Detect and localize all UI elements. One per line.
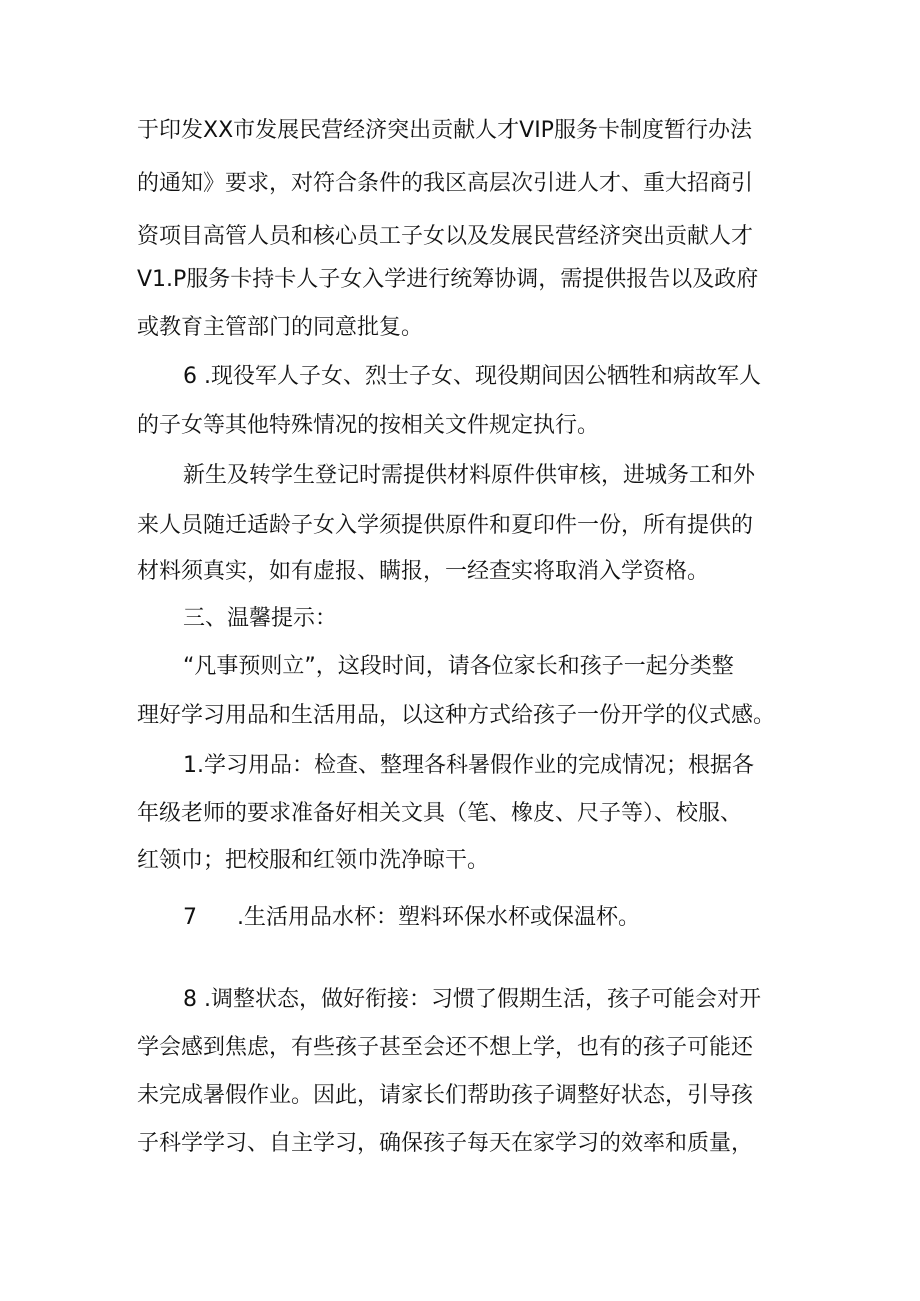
paragraph-line: 红领巾；把校服和红领巾洗净晾干。 — [137, 848, 490, 873]
paragraph-line: V1.P服务卡持卡人子女入学进行统筹协调，需提供报告以及政府 — [137, 267, 759, 292]
list-item-6: 6 .现役军人子女、烈士子女、现役期间因公牺牲和病故军人 — [183, 364, 761, 389]
list-item-8: 8 .调整状态，做好衔接：习惯了假期生活，孩子可能会对开 — [183, 987, 761, 1012]
paragraph-line: 年级老师的要求准备好相关文具（笔、橡皮、尺子等）、校服、 — [137, 801, 743, 826]
paragraph-line: 来人员随迁适龄子女入学须提供原件和夏印件一份，所有提供的 — [137, 513, 754, 538]
section-heading: 三、温馨提示： — [183, 606, 338, 631]
list-text: .生活用品水杯：塑料环保水杯或保温杯。 — [237, 905, 640, 930]
paragraph-line: 或教育主管部门的同意批复。 — [137, 315, 424, 340]
paragraph-line: 于印发XX市发展民营经济突出贡献人才VIP服务卡制度暂行办法 — [137, 118, 752, 143]
list-item-1: 1.学习用品：检查、整理各科暑假作业的完成情况；根据各 — [183, 753, 754, 778]
paragraph-line: 新生及转学生登记时需提供材料原件供审核，进城务工和外 — [183, 463, 756, 488]
paragraph-line: 资项目高管人员和核心员工子女以及发展民营经济突出贡献人才 — [137, 224, 754, 249]
paragraph-line: 未完成暑假作业。因此，请家长们帮助孩子调整好状态，引导孩 — [137, 1083, 754, 1108]
list-number: 7 — [183, 905, 197, 930]
paragraph-line: 子科学学习、自主学习，确保孩子每天在家学习的效率和质量， — [137, 1131, 754, 1156]
paragraph-line: 学会感到焦虑，有些孩子甚至会还不想上学，也有的孩子可能还 — [137, 1035, 754, 1060]
list-item-7 — [183, 903, 843, 933]
paragraph-line: 材料须真实，如有虚报、瞒报，一经查实将取消入学资格。 — [137, 559, 710, 584]
paragraph-line: “凡事预则立”，这段时间，请各位家长和孩子一起分类整 — [183, 654, 734, 679]
paragraph-line: 理好学习用品和生活用品，以这种方式给孩子一份开学的仪式感。 — [137, 703, 776, 728]
paragraph-line: 的通知》要求，对符合条件的我区高层次引进人才、重大招商引 — [137, 171, 754, 196]
paragraph-line: 的子女等其他特殊情况的按相关文件规定执行。 — [137, 413, 600, 438]
